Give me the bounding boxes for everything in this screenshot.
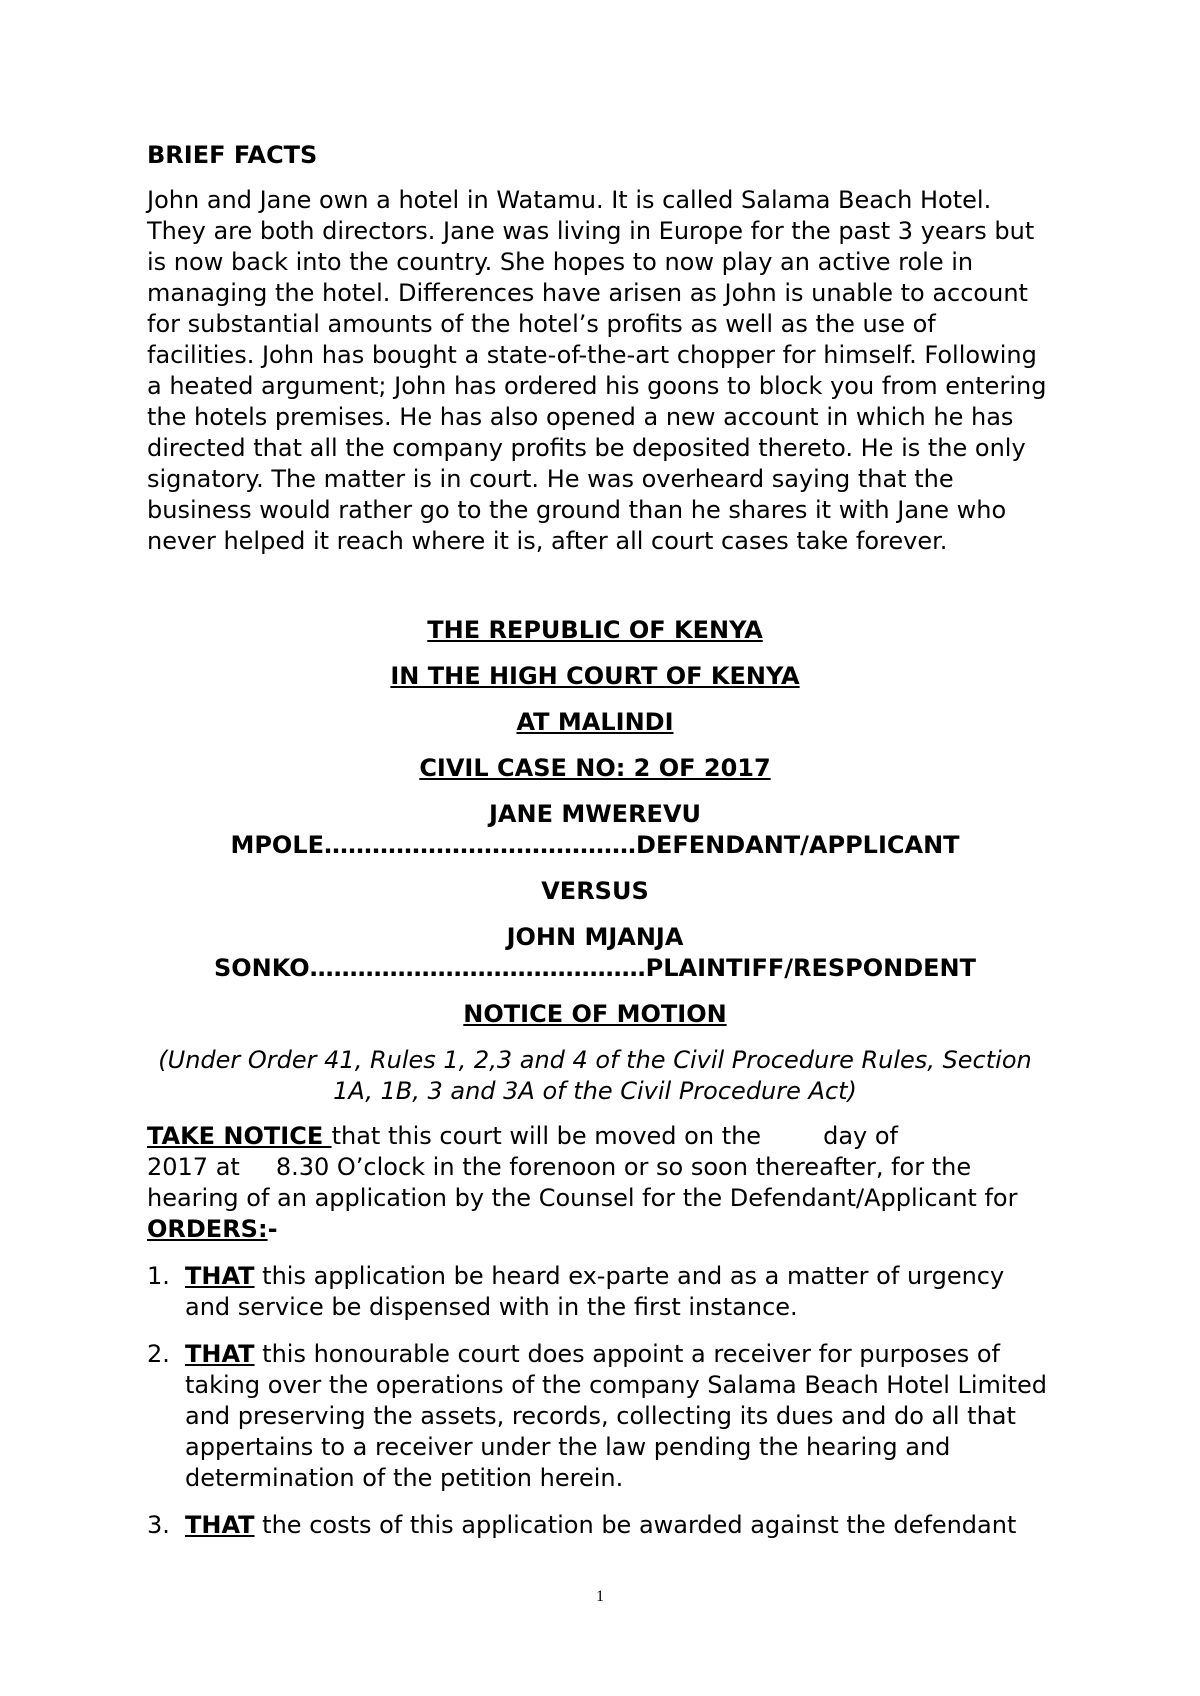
take-notice-text: 2017 at [147, 1153, 240, 1181]
order-line: the costs of this application be awarded against the defendant [254, 1511, 1017, 1539]
take-notice-line [147, 1121, 1067, 1152]
brief-facts-line: John and Jane own a hotel in Watamu. It is called Salama Beach Hotel. [147, 186, 992, 214]
order-text [185, 1510, 1067, 1541]
order-line: determination of the petition herein. [185, 1464, 624, 1492]
order-line: taking over the operations of the company Salama Beach Hotel Limited [185, 1371, 1048, 1399]
versus-label: VERSUS [541, 877, 649, 905]
order-that: THAT [185, 1340, 255, 1368]
take-notice-text: 8.30 O’clock in the forenoon or so soon thereafter, for the [275, 1153, 972, 1181]
defendant-name: JANE MWEREVU [488, 800, 702, 828]
brief-facts-line: is now back into the country. She hopes to now play an active role in [147, 248, 974, 276]
order-item [147, 1261, 1067, 1323]
motion-authority-line: (Under Order 41, Rules 1, 2,3 and 4 of the Civil Procedure Rules, Section [158, 1046, 1032, 1074]
brief-facts-line: never helped it reach where it is, after all court cases take forever. [147, 527, 948, 555]
brief-facts-line: business would rather go to the ground than he shares it with Jane who [147, 496, 1007, 524]
plaintiff-name: JOHN MJANJA [506, 923, 684, 951]
take-notice-line [147, 1152, 1067, 1183]
order-line: this application be heard ex-parte and as a matter of urgency [254, 1262, 1005, 1290]
court-location: AT MALINDI [516, 708, 674, 736]
orders-list [147, 1261, 1067, 1541]
take-notice-text: day of [823, 1122, 898, 1150]
brief-facts-heading: BRIEF FACTS [147, 141, 318, 169]
brief-facts-line: directed that all the company profits be deposited thereto. He is the only [147, 434, 1026, 462]
brief-facts-line: managing the hotel. Differences have arisen as John is unable to account [147, 279, 1028, 307]
motion-title: NOTICE OF MOTION [463, 1000, 727, 1028]
republic-title: THE REPUBLIC OF KENYA [427, 616, 763, 644]
orders-suffix: - [267, 1215, 278, 1243]
orders-label: ORDERS: [147, 1215, 268, 1243]
order-number: 2. [147, 1340, 170, 1368]
order-text [185, 1339, 1067, 1494]
page-number: 1 [596, 1588, 604, 1605]
orders-label-line [147, 1214, 1067, 1245]
take-notice-line: hearing of an application by the Counsel for the Defendant/Applicant for [147, 1184, 1018, 1212]
order-number: 3. [147, 1511, 170, 1539]
document-page [147, 140, 1067, 1557]
brief-facts-line: a heated argument; John has ordered his goons to block you from entering [147, 372, 1047, 400]
order-line: appertains to a receiver under the law pending the hearing and [185, 1433, 951, 1461]
brief-facts-line: facilities. John has bought a state-of-the-art chopper for himself. Following [147, 341, 1037, 369]
defendant-role: MPOLE…………………………………DEFENDANT/APPLICANT [230, 831, 960, 859]
brief-facts-line: They are both directors. Jane was living in Europe for the past 3 years but [147, 217, 1035, 245]
brief-facts-line: the hotels premises. He has also opened a new account in which he has [147, 403, 1014, 431]
motion-authority-line: 1A, 1B, 3 and 3A of the Civil Procedure Act) [333, 1077, 857, 1105]
take-notice-label: TAKE NOTICE [147, 1122, 332, 1150]
plaintiff-role: SONKO……………………………………PLAINTIFF/RESPONDENT [213, 954, 977, 982]
order-line: this honourable court does appoint a receiver for purposes of [254, 1340, 1000, 1368]
brief-facts-line: for substantial amounts of the hotel’s profits as well as the use of [147, 310, 936, 338]
order-number: 1. [147, 1262, 170, 1290]
order-that: THAT [185, 1262, 255, 1290]
take-notice-paragraph [147, 1121, 1067, 1245]
order-item [147, 1510, 1067, 1541]
brief-facts-line: signatory. The matter is in court. He was overheard saying that the [147, 465, 954, 493]
order-that: THAT [185, 1511, 255, 1539]
order-item [147, 1339, 1067, 1494]
case-caption [135, 615, 1055, 1107]
order-line: and preserving the assets, records, collecting its dues and do all that [185, 1402, 1016, 1430]
take-notice-text: that this court will be moved on the [331, 1122, 762, 1150]
case-number: CIVIL CASE NO: 2 OF 2017 [419, 754, 771, 782]
order-line: and service be dispensed with in the first instance. [185, 1293, 798, 1321]
brief-facts-paragraph [147, 185, 1067, 557]
court-title: IN THE HIGH COURT OF KENYA [390, 662, 800, 690]
order-text [185, 1261, 1067, 1323]
